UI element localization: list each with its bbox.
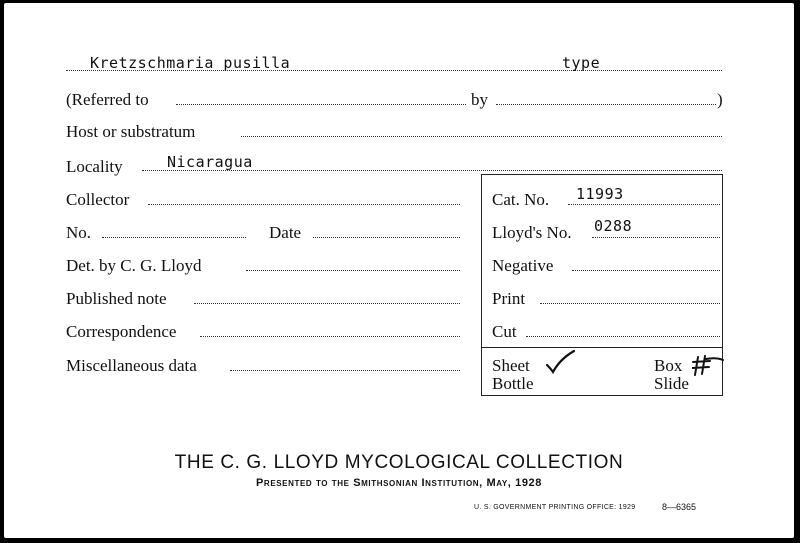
cat-no-line (568, 204, 720, 205)
correspondence-label: Correspondence (66, 322, 177, 341)
cat-no-label: Cat. No. (492, 190, 550, 209)
referred-row (66, 89, 726, 111)
specimen-card (4, 3, 794, 538)
collector-label: Collector (66, 190, 130, 209)
host-label: Host or substratum (66, 122, 196, 141)
box-divider-line (482, 347, 722, 348)
referred-to-label: (Referred to (66, 90, 149, 109)
det-line (246, 270, 460, 271)
date-line (313, 237, 460, 238)
negative-line (572, 270, 720, 271)
locality-label: Locality (66, 157, 123, 176)
misc-row (66, 355, 466, 377)
print-label: Print (492, 289, 526, 308)
print-line (540, 303, 720, 304)
collection-title: THE C. G. LLOYD MYCOLOGICAL COLLECTION (174, 452, 624, 473)
host-row (66, 121, 726, 143)
host-line (241, 136, 722, 137)
negative-row (492, 255, 722, 277)
cat-no-value: 11993 (576, 185, 624, 203)
correspondence-line (200, 336, 460, 337)
collector-line (148, 204, 460, 205)
misc-line (230, 370, 460, 371)
locality-value: Nicaragua (167, 153, 253, 171)
negative-label: Negative (492, 256, 554, 275)
date-label: Date (269, 223, 302, 242)
lloyd-no-label: Lloyd's No. (492, 223, 572, 242)
printing-office-note: U. S. GOVERNMENT PRINTING OFFICE: 1929 (474, 504, 636, 511)
cut-line (526, 336, 720, 337)
by-line (496, 104, 716, 105)
bottle-row (492, 373, 722, 395)
bottle-label: Bottle (492, 374, 534, 393)
print-row (492, 288, 722, 310)
published-row (66, 288, 466, 310)
collector-row (66, 189, 466, 211)
slide-label: Slide (654, 374, 689, 393)
no-line (102, 237, 246, 238)
no-label: No. (66, 223, 92, 242)
correspondence-row (66, 321, 466, 343)
form-number: 8—6365 (662, 502, 697, 512)
sheet-label: Sheet (492, 356, 530, 375)
lloyd-no-value: 0288 (594, 217, 633, 235)
det-row (66, 255, 466, 277)
close-paren: ) (717, 90, 723, 109)
collection-subtitle: Presented to the Smithsonian Institution, May, 1928 (256, 477, 542, 489)
published-label: Published note (66, 289, 167, 308)
box-scribble-mark-icon (692, 353, 726, 377)
box-label: Box (654, 356, 683, 375)
by-label: by (471, 90, 488, 109)
published-line (194, 303, 460, 304)
species-name: Kretzschmaria pusilla (90, 54, 291, 72)
no-date-row (66, 222, 466, 244)
type-label: type (562, 54, 601, 72)
misc-label: Miscellaneous data (66, 356, 197, 375)
referred-to-line (176, 104, 466, 105)
lloyd-no-line (592, 237, 720, 238)
sheet-check-mark-icon (544, 349, 576, 375)
cut-row (492, 321, 722, 343)
det-label: Det. by C. G. Lloyd (66, 256, 202, 275)
cut-label: Cut (492, 322, 517, 341)
